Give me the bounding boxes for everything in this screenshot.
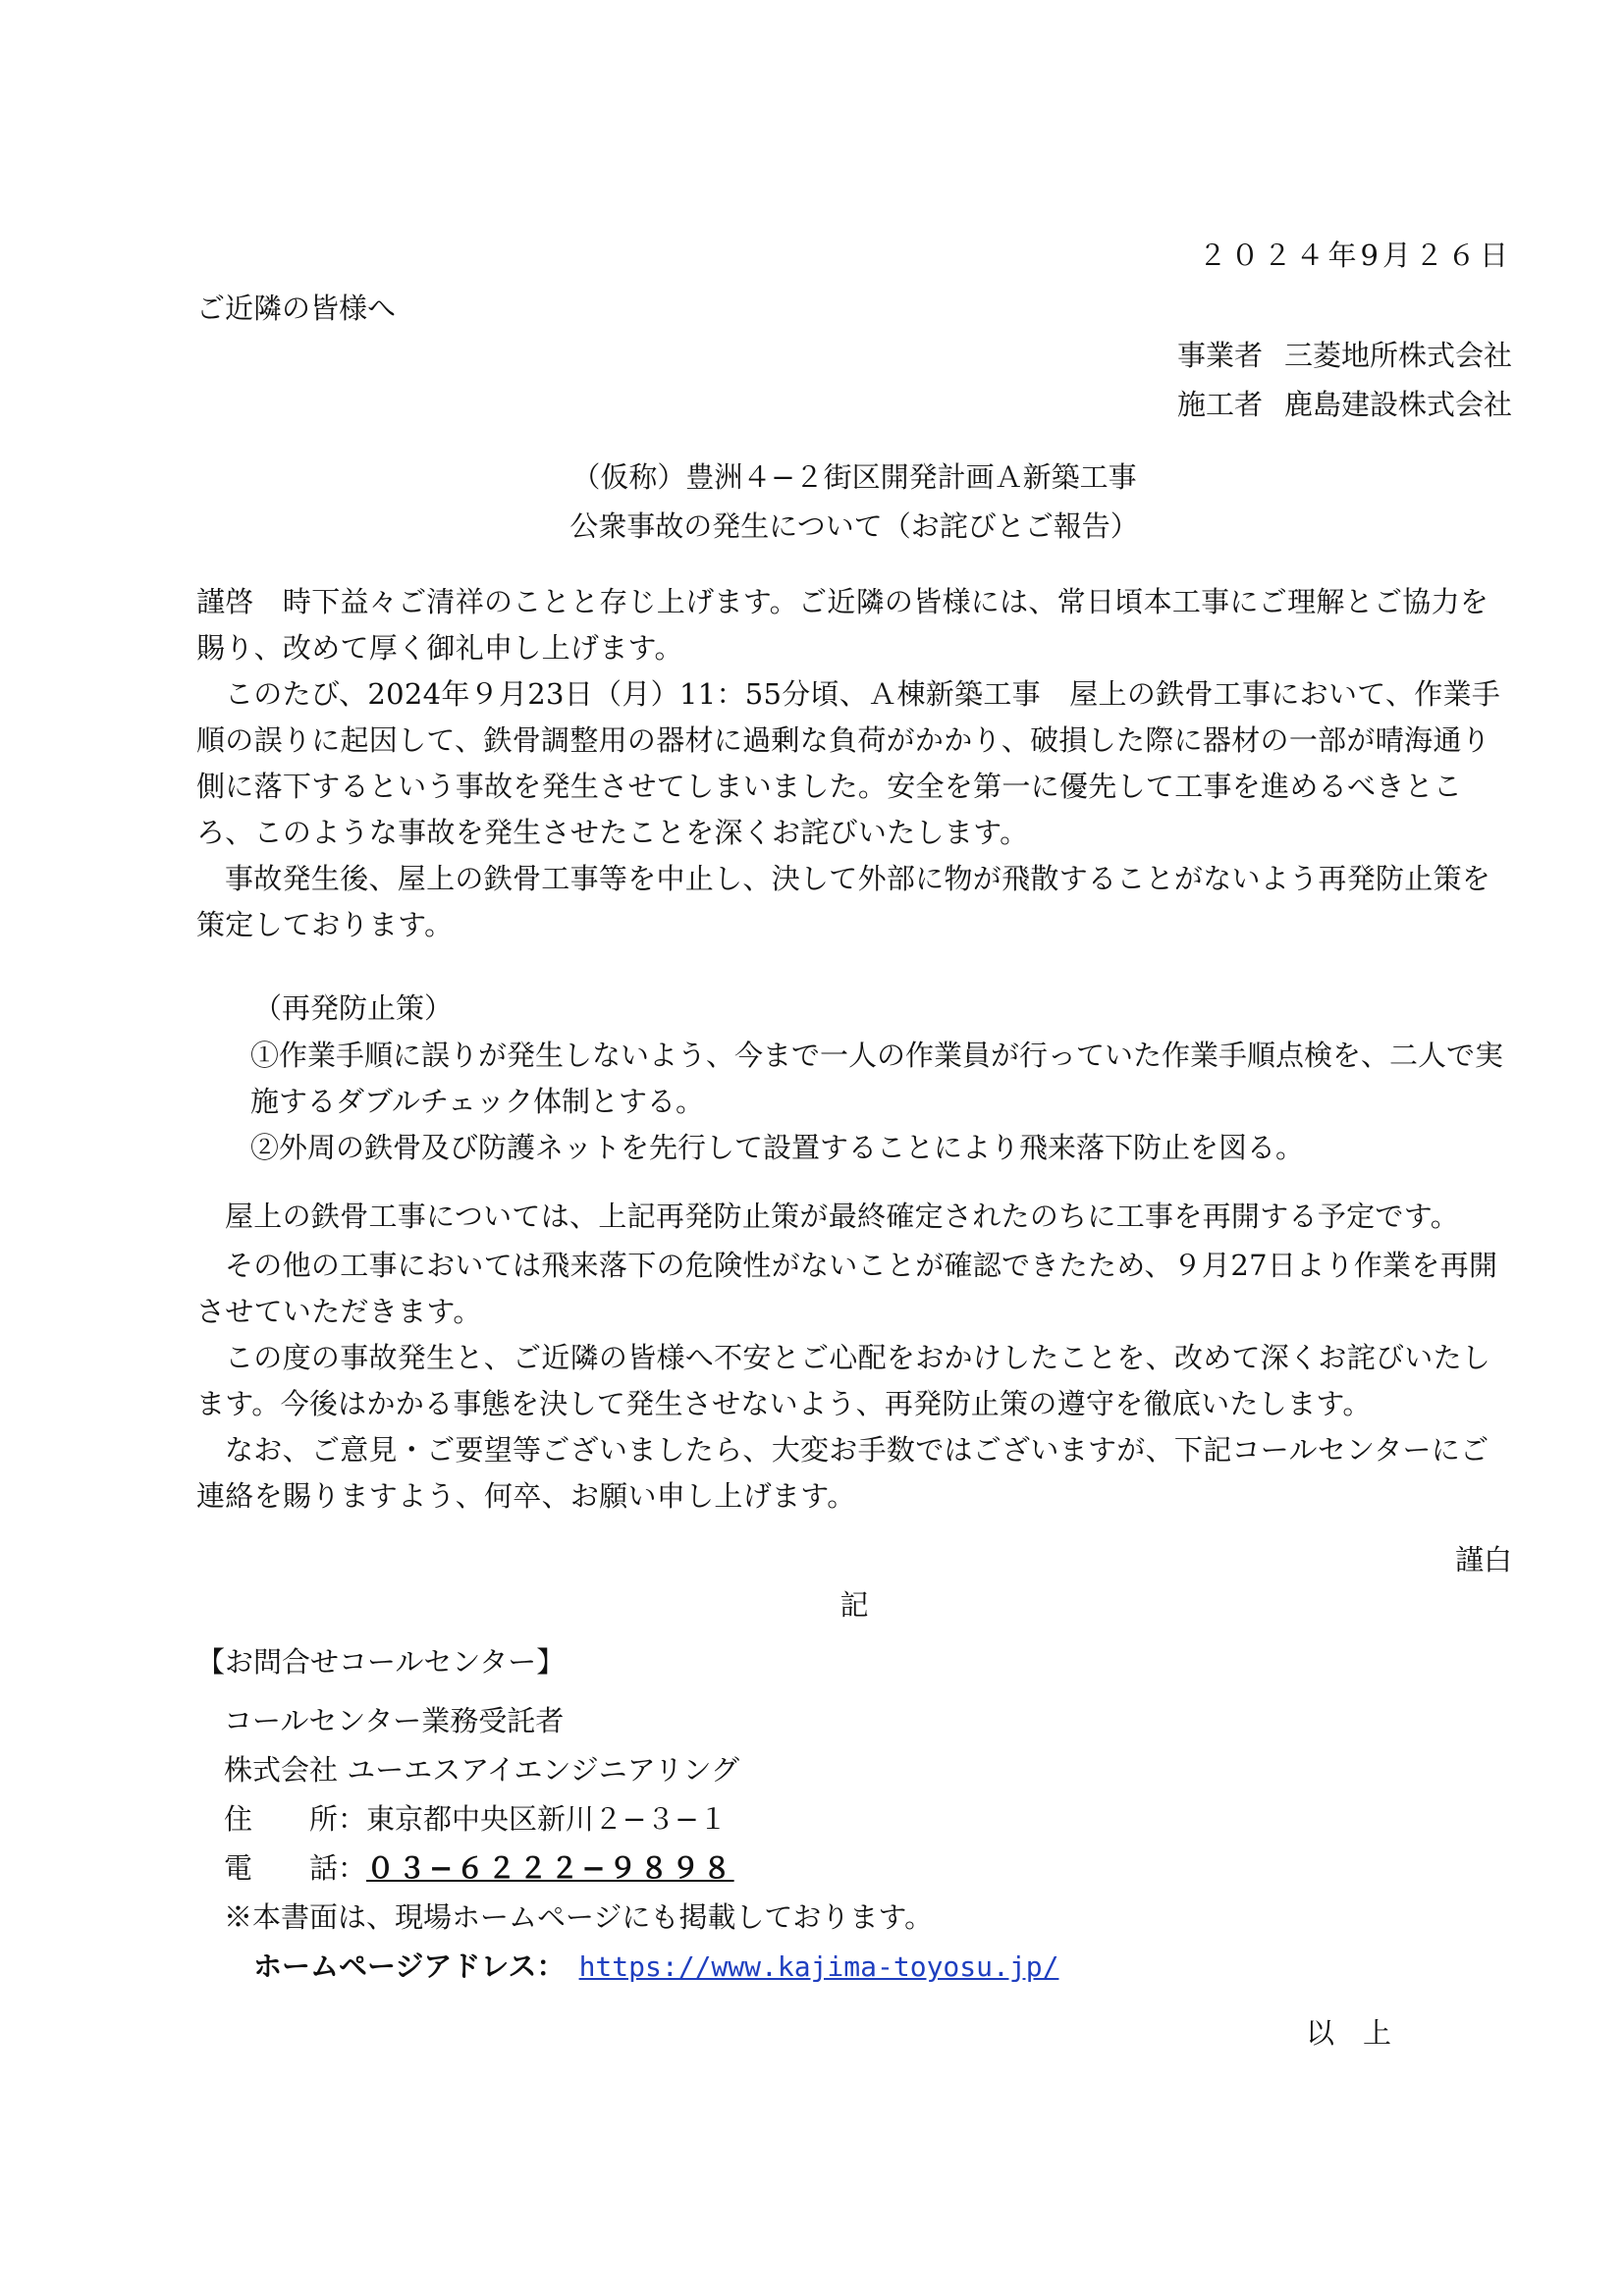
- contact-company: [224, 1753, 739, 1788]
- phone-number[interactable]: ０３−６２２２−９８９８: [366, 1851, 734, 1885]
- sender-name: 鹿島建設株式会社: [1283, 388, 1512, 421]
- ki-heading: 記: [839, 1588, 869, 1622]
- phone-label: 電 話：: [224, 1851, 367, 1885]
- sender-role: 施工者: [1176, 388, 1263, 421]
- address-value: 東京都中央区新川２−３−１: [366, 1802, 728, 1836]
- measure-item: ②外周の鉄骨及び防護ネットを先行して設置することにより飛来落下防止を図る。: [250, 1131, 1305, 1164]
- contact-phone: [224, 1851, 734, 1886]
- company-name: ユーエスアイエンジニアリング: [347, 1753, 739, 1787]
- document-title-line2: 公衆事故の発生について（お詫びとご報告）: [569, 509, 1139, 543]
- document-title-line1: （仮称）豊洲４−２街区開発計画Ａ新築工事: [571, 460, 1137, 494]
- measure-item: ①作業手順に誤りが発生しないよう、今まで一人の作業員が行っていた作業手順点検を、二人で実施するダブルチェック体制とする。: [250, 1039, 1504, 1118]
- closing: 謹白: [1454, 1543, 1512, 1576]
- end-mark: 以 上: [1306, 2016, 1392, 2050]
- paragraph-apology: この度の事故発生と、ご近隣の皆様へ不安とご心配をおかけしたことを、改めて深くお詫びいたします。今後はかかる事態を決して発生させないよう、再発防止策の遵守を徹底いたします。: [196, 1341, 1491, 1420]
- sender-name: 三菱地所株式会社: [1283, 339, 1512, 372]
- paragraph-roof-resume: 屋上の鉄骨工事については、上記再発防止策が最終確定されたのちに工事を再開する予定です。: [225, 1200, 1460, 1233]
- homepage-label: ホームページアドレス：: [253, 1949, 566, 1983]
- paragraph-incident: このたび、2024年９月23日（月）11：55分頃、Ａ棟新築工事 屋上の鉄骨工事において、作業手順の誤りに起因して、鉄骨調整用の器材に過剰な負荷がかかり、破損した際に器材の一部が晴海通り側に落下するという事故を発生させてしまいました。安全を第一に優先して工事を進めるべきところ、このような事故を発生させたことを深くお詫びいたします。: [196, 677, 1501, 849]
- paragraph-greeting: 謹啓 時下益々ご清祥のことと存じ上げます。ご近隣の皆様には、常日頃本工事にご理解とご協力を賜り、改めて厚く御礼申し上げます。: [196, 585, 1489, 665]
- sender-contractor: [1177, 388, 1512, 422]
- paragraph-contact-request: なお、ご意見・ご要望等ございましたら、大変お手数ではございますが、下記コールセンターにご連絡を賜りますよう、何卒、お願い申し上げます。: [196, 1433, 1489, 1513]
- homepage-line: [253, 1949, 1058, 1984]
- measures-heading: （再発防止策）: [253, 991, 454, 1025]
- contact-contractor-label: コールセンター業務受託者: [224, 1704, 565, 1737]
- paragraph-suspension: 事故発生後、屋上の鉄骨工事等を中止し、決して外部に物が飛散することがないよう再発防止策を策定しております。: [196, 862, 1491, 941]
- paragraph-other-work: その他の工事においては飛来落下の危険性がないことが確認できたため、９月27日より作業を再開させていただきます。: [196, 1249, 1498, 1328]
- homepage-link[interactable]: https://www.kajima-toyosu.jp/: [578, 1950, 1059, 1983]
- recipient: ご近隣の皆様へ: [196, 292, 397, 325]
- contact-address: [224, 1802, 728, 1837]
- homepage-note: ※本書面は、現場ホームページにも掲載しております。: [224, 1900, 934, 1934]
- address-label: 住 所：: [224, 1802, 367, 1836]
- measures-list: [250, 1033, 1517, 1171]
- sender-role: 事業者: [1176, 339, 1263, 372]
- contact-heading: 【お問合せコールセンター】: [196, 1645, 566, 1679]
- sender-operator: [1177, 339, 1512, 373]
- letter-date: ２０２４年9月２６日: [1198, 239, 1512, 272]
- company-prefix: 株式会社: [224, 1753, 339, 1787]
